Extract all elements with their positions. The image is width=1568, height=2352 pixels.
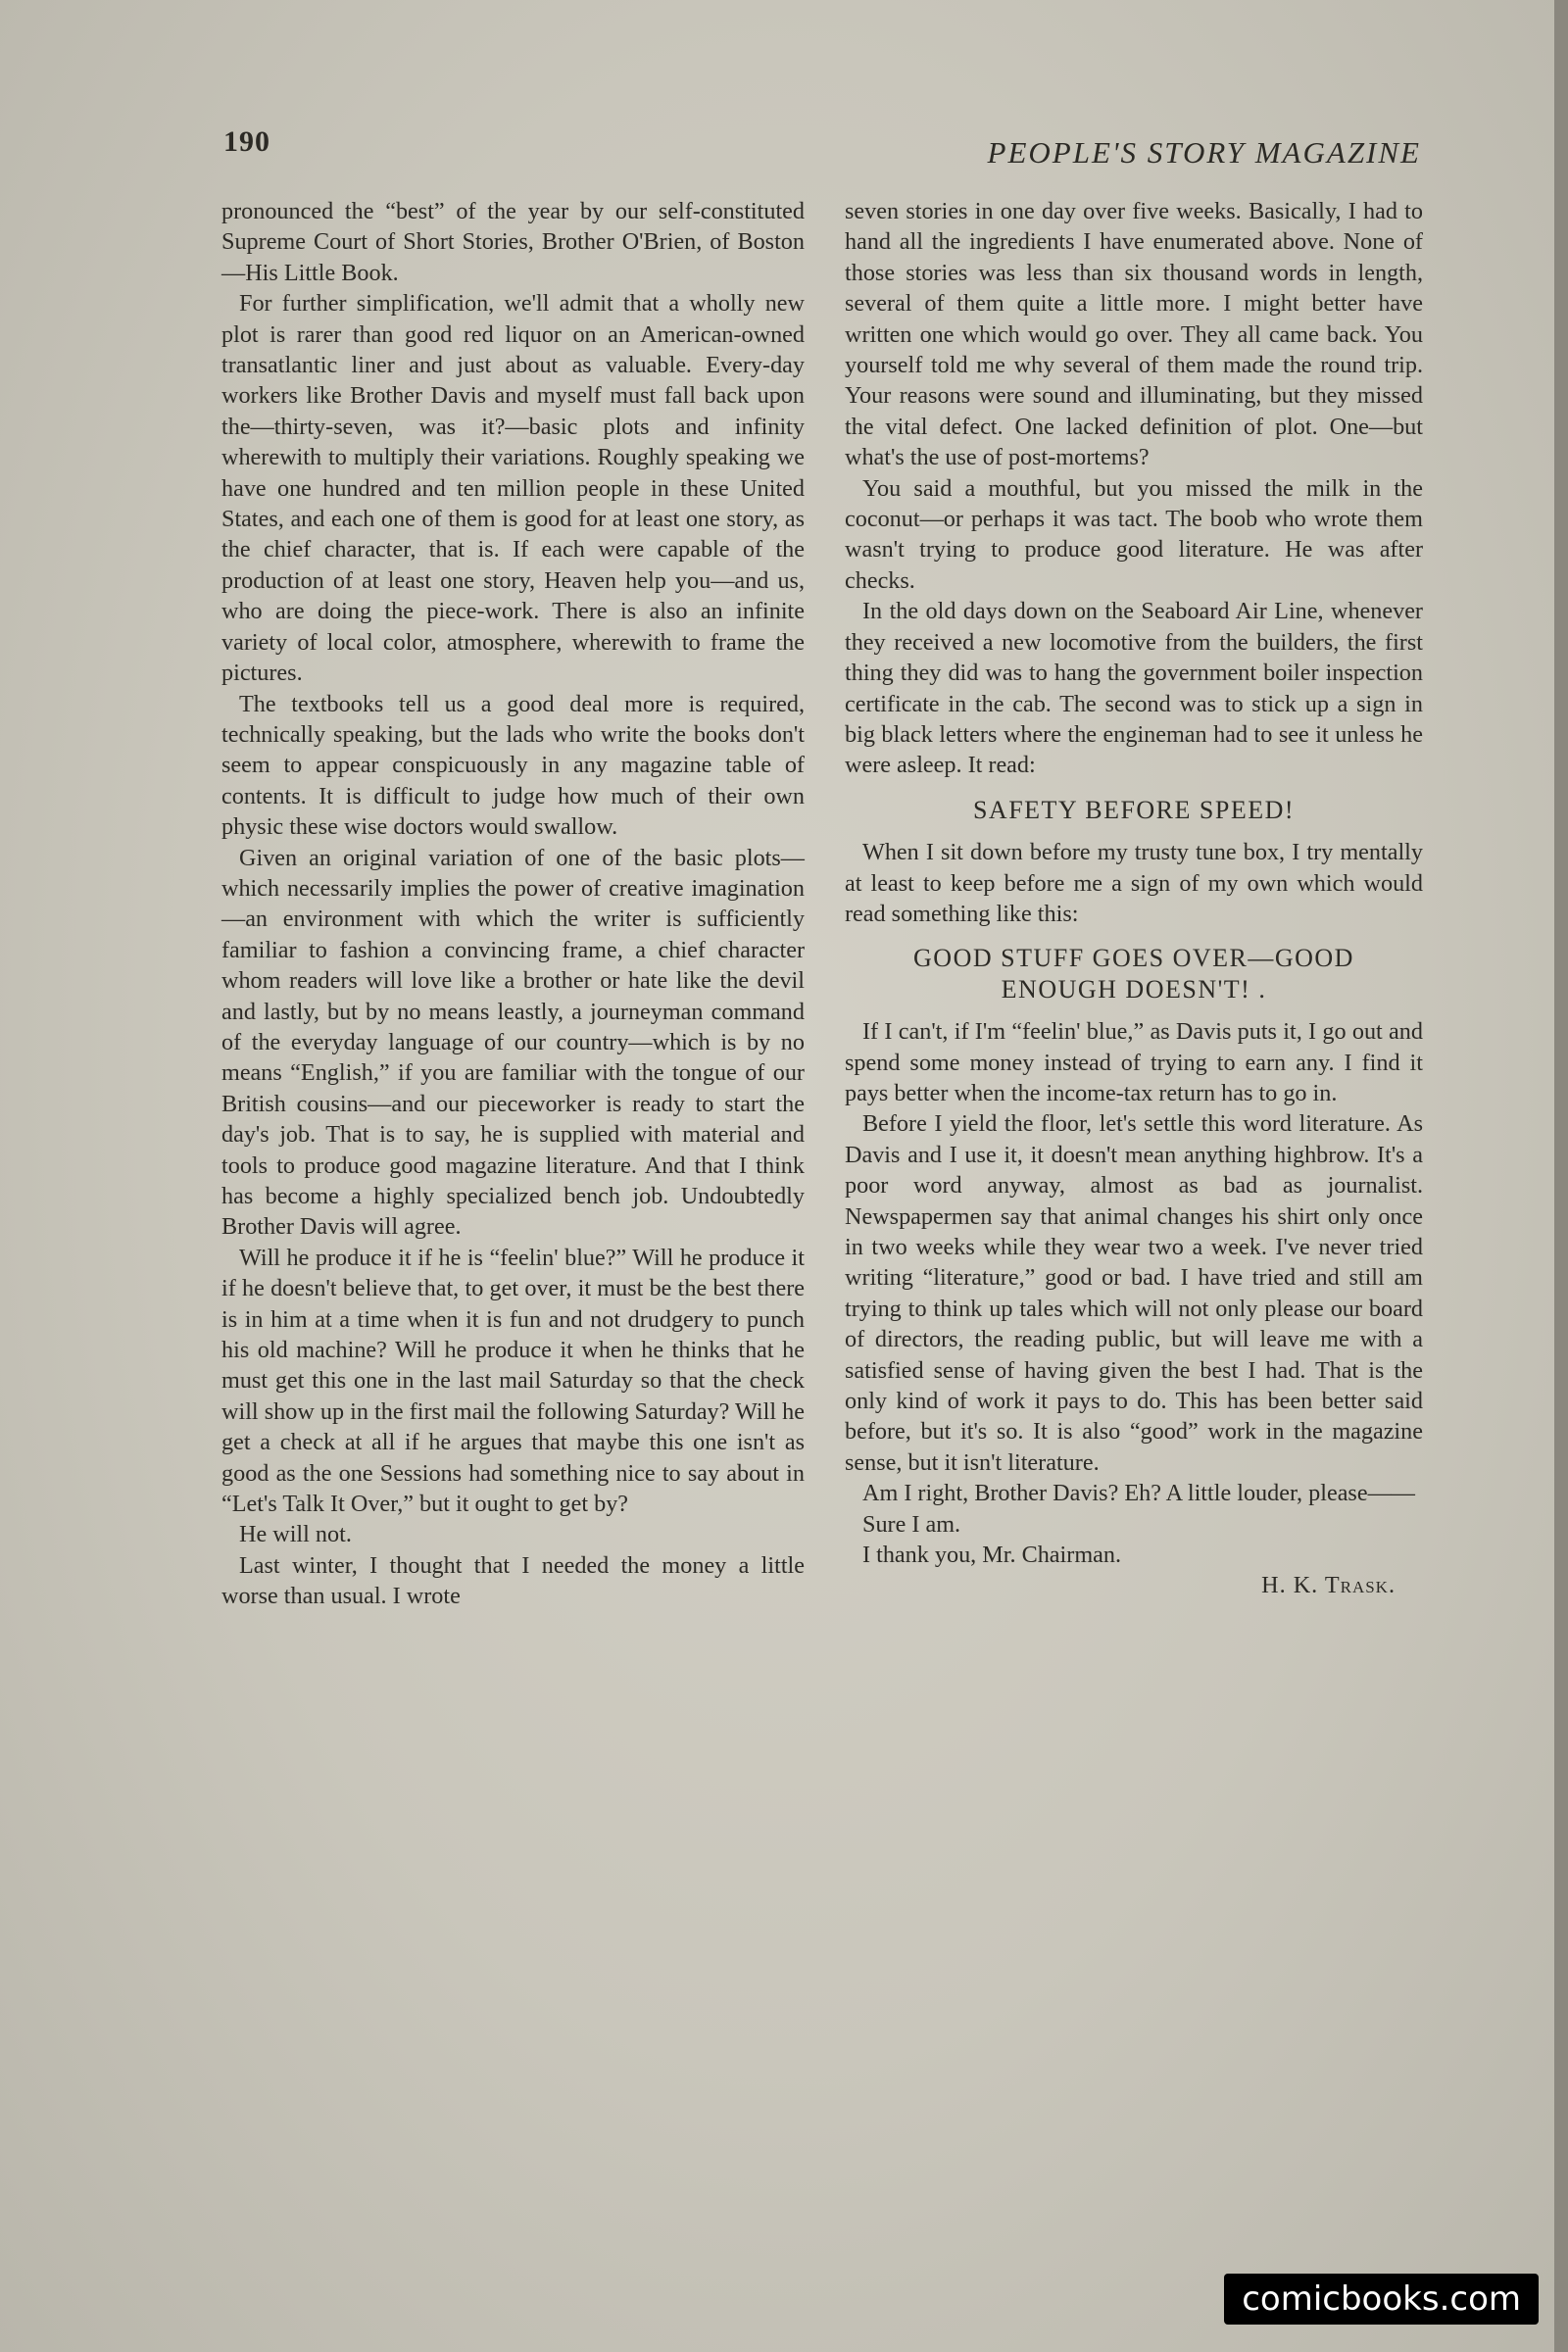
paragraph: Am I right, Brother Davis? Eh? A little louder, please—— <box>862 1480 1415 1507</box>
paragraph: pronounced the “best” of the year by our self-constituted Supreme Court of Short Stories, Brother O'Brien, of Boston—His Little Book. <box>221 198 805 286</box>
paragraph: For further simplification, we'll admit that a wholly new plot is rarer than good red liquor on an American-owned transatlantic liner and just about as valuable. Every-day workers like Brother Davis and myself must fall back upon the—thirty-seven, was it?—basic plots and infinity wherewith to multiply their variations. Roughly speaking we have one hundred and ten million people in these United States, and each one of them is good for at least one story, as the chief character, that is. If each were capable of the production of at least one story, Heaven help you—and us, who are doing the piece-work. There is also an infinite variety of local color, atmosphere, wherewith to frame the pictures. <box>221 290 805 687</box>
sign-heading-good-stuff <box>845 943 1423 1004</box>
paragraph: seven stories in one day over five weeks. Basically, I had to hand all the ingredients I have enumerated above. None of those stories was less than six thousand words in length, several of them quite a little more. I might better have written one which would go over. They all came back. You yourself told me why several of them made the round trip. Your reasons were sound and illuminating, but they missed the vital defect. One lacked definition of plot. One—but what's the use of post-mortems? <box>845 198 1423 471</box>
page-number: 190 <box>223 125 270 158</box>
paragraph: You said a mouthful, but you missed the milk in the coconut—or perhaps it was tact. The boob who wrote them wasn't trying to produce good literature. He was after checks. <box>845 474 1423 594</box>
paragraph: Given an original variation of one of the basic plots—which necessarily implies the power of creative imagination—an environment with which the writer is sufficiently familiar to fashion a convincing frame, a chief character whom readers will love like a brother or hate like the devil and lastly, but by no means leastly, a journeyman command of the everyday language of our country—which is by no means “English,” if you are familiar with the tongue of our British cousins—and our pieceworker is ready to start the day's job. That is to say, he is supplied with material and tools to produce good magazine literature. And that I think has become a highly specialized bench job. Undoubtedly Brother Davis will agree. <box>221 844 805 1241</box>
left-column <box>221 196 805 1612</box>
paragraph: I thank you, Mr. Chairman. <box>862 1542 1122 1569</box>
paragraph: If I can't, if I'm “feelin' blue,” as Davis puts it, I go out and spend some money instead of trying to earn any. I find it pays better when the income-tax return has to go in. <box>845 1018 1423 1106</box>
paragraph: Before I yield the floor, let's settle this word literature. As Davis and I use it, it doesn't mean anything highbrow. It's a poor word anyway, almost as bad as journalist. Newspapermen say that animal changes his shirt only once in two weeks while they wear two a week. I've never tried writing “literature,” good or bad. I have tried and still am trying to think up tales which will not only please our board of directors, the reading public, but will leave me with a satisfied sense of having given the best I had. That is the only kind of work it pays to do. This has been better said before, but it's so. It is also “good” work in the magazine sense, but it isn't literature. <box>845 1110 1423 1476</box>
paragraph: In the old days down on the Seaboard Air Line, whenever they received a new locomotive from the builders, the first thing they did was to hang the government boiler inspection certificate in the cab. The second was to stick up a sign in big black letters where the engineman had to see it unless he were asleep. It read: <box>845 598 1423 779</box>
paragraph: Will he produce it if he is “feelin' blue?” Will he produce it if he doesn't believe that, to get over, it must be the best there is in him at a time when it is fun and not drudgery to punch his old machine? Will he produce it when he thinks that he must get this one in the last mail Saturday so that the check will show up in the first mail the following Saturday? Will he get a check at all if he argues that maybe this one isn't as good as the one Sessions had something nice to say about in “Let's Talk It Over,” but it ought to get by? <box>221 1244 805 1518</box>
page-edge <box>1554 0 1568 2352</box>
paragraph: He will not. <box>239 1521 352 1548</box>
right-column <box>845 196 1423 1601</box>
watermark-logo: comicbooks.com <box>1224 2274 1539 2325</box>
author-signature: H. K. Trask. <box>1261 1572 1396 1599</box>
running-head: PEOPLE'S STORY MAGAZINE <box>987 135 1421 170</box>
paragraph: Sure I am. <box>862 1510 961 1538</box>
sign-heading-line: ENOUGH DOESN'T! . <box>1001 974 1267 1004</box>
sign-heading-line: GOOD STUFF GOES OVER—GOOD <box>913 944 1354 973</box>
sign-heading-safety: SAFETY BEFORE SPEED! <box>972 795 1296 824</box>
paragraph: When I sit down before my trusty tune box, I try mentally at least to keep before me a sign of my own which would read something like this: <box>845 839 1423 927</box>
paragraph: Last winter, I thought that I needed the money a little worse than usual. I wrote <box>221 1551 805 1610</box>
paragraph: The textbooks tell us a good deal more is required, technically speaking, but the lads who write the books don't seem to appear conspicuously in any magazine table of contents. It is difficult to judge how much of their own physic these wise doctors would swallow. <box>221 690 805 841</box>
